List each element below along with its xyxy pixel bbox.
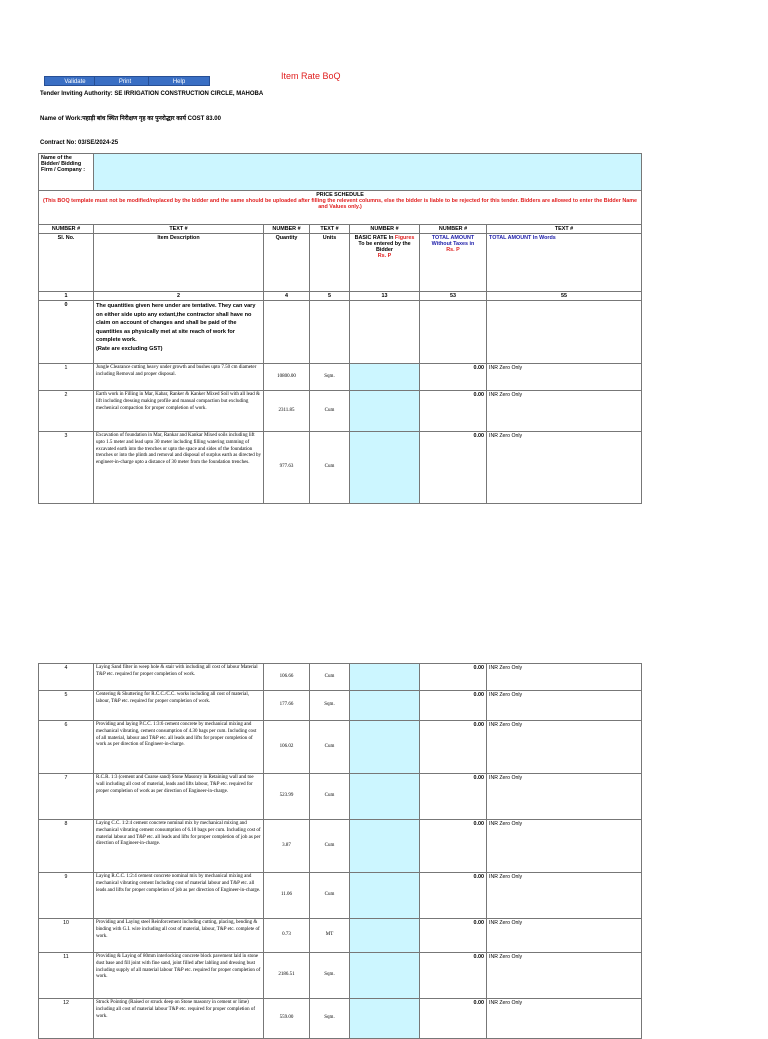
colnum: 4 <box>264 292 310 301</box>
rate-figures-label: Figures <box>394 235 415 241</box>
row-words: INR Zero Only <box>487 820 642 873</box>
row-amount: 0.00 <box>420 873 487 919</box>
table-row <box>39 432 642 504</box>
table-row <box>39 691 642 721</box>
type-text: TEXT # <box>94 225 264 234</box>
empty-cell <box>420 301 487 364</box>
row-words: INR Zero Only <box>487 999 642 1039</box>
row-amount: 0.00 <box>420 721 487 774</box>
row-description: Providing and laying P.C.C. 1:3:6 cement concrete by mechanical mixing and mechanical vibrating, cement consumption of 4.30 bags per cum. Including cost of all material, labour and T&P etc. all leads and lifts for proper completion of work as per direction of Engineer-in-charge. <box>94 721 264 774</box>
type-text: TEXT # <box>487 225 642 234</box>
table-row <box>39 774 642 820</box>
boq-table-page2 <box>38 663 642 1039</box>
row-quantity: 3.87 <box>264 820 310 873</box>
rate-input[interactable] <box>350 391 420 432</box>
empty-cell <box>310 301 350 364</box>
bidder-name-input[interactable] <box>94 154 642 191</box>
rate-input[interactable] <box>350 919 420 953</box>
header-sl: Sl. No. <box>39 234 94 292</box>
empty-cell <box>487 301 642 364</box>
header-rate <box>350 234 420 292</box>
row-description: R.C.R. 1:3 (cement and Coarse sand) Stone Masonry in Retaining wall and toe wall including all cost of material, leads and lifts labour, T&P etc. required for proper completion of work as per direction of Engineer-in-charge. <box>94 774 264 820</box>
row-amount: 0.00 <box>420 953 487 999</box>
validate-button[interactable]: Validate <box>44 76 106 86</box>
row-amount: 0.00 <box>420 391 487 432</box>
total-rs-label: Rs. P <box>446 247 460 253</box>
rate-input[interactable] <box>350 774 420 820</box>
row-description: Providing and Laying steel Reinforcement including cutting, placing, bending & binding with G.I. wire including all cost of material, labour, T&P etc. complete of work. <box>94 919 264 953</box>
row-quantity: 10800.00 <box>264 364 310 391</box>
row-words: INR Zero Only <box>487 391 642 432</box>
row-sl: 6 <box>39 721 94 774</box>
header-units: Units <box>310 234 350 292</box>
rate-input[interactable] <box>350 432 420 504</box>
table-row <box>39 999 642 1039</box>
row-amount: 0.00 <box>420 432 487 504</box>
empty-cell <box>350 301 420 364</box>
row-sl: 4 <box>39 664 94 691</box>
colnum: 13 <box>350 292 420 301</box>
row-words: INR Zero Only <box>487 364 642 391</box>
table-row <box>39 953 642 999</box>
header-words: TOTAL AMOUNT In Words <box>487 234 642 292</box>
rate-input[interactable] <box>350 691 420 721</box>
row-sl: 3 <box>39 432 94 504</box>
rate-label: BASIC RATE In <box>354 235 394 241</box>
work-name: Name of Work:पहाड़ी बांध स्थित निरीक्षण गृह का पुनरोद्धार कार्य COST 83.00 <box>40 116 221 122</box>
row-sl: 5 <box>39 691 94 721</box>
row-description: Providing & Laying of 80mm interlocking concrete block pavement laid in stone dust base and fill joint with fine sand, joint filled after labling and dressing bust including supply of all material labour T&P etc. required for proper completion of work. <box>94 953 264 999</box>
page-title: Item Rate BoQ <box>281 71 341 81</box>
intro-statement: The quantities given here under are tentative. They can vary on either side upto any extant,the contractor shall have no claim on account of changes and shall be paid of the quantities as physically met at site reach of work for complete work. <box>96 303 256 344</box>
contract-no: Contract No: 03/SE/2024-25 <box>40 140 119 146</box>
row-description: Struck Pointing (Raised or struck deep on Stone masonry in cement or lime) including all cost of material labour T&P etc. required for proper completion of work. <box>94 999 264 1039</box>
colnum: 53 <box>420 292 487 301</box>
total-label: TOTAL AMOUNT Without Taxes in <box>431 235 475 247</box>
row-words: INR Zero Only <box>487 953 642 999</box>
table-row <box>39 721 642 774</box>
row-description: Earth work in Filling in Mar, Kabar, Ranker & Kanker Mixed Soil with all lead & lift including dressing making profile and manual compaction but excluding mechenical compaction for proper completion of work. <box>94 391 264 432</box>
row-sl: 2 <box>39 391 94 432</box>
row-words: INR Zero Only <box>487 432 642 504</box>
row-unit: Cum <box>310 432 350 504</box>
table-row <box>39 919 642 953</box>
table-row <box>39 820 642 873</box>
row-words: INR Zero Only <box>487 691 642 721</box>
row-description: Laying R.C.C. 1:2:4 cement concrete nominal mix by mechanical mixing and mechanical vibrating cement Including cost of material labour and T&P etc. all leads and lifts for proper completion of job as per direction of Engineer-in-charge. <box>94 873 264 919</box>
row-description: Laying Sand filter in weep hole & stair with including all cost of labour Material T&P etc. required for proper completion of work. <box>94 664 264 691</box>
rate-input[interactable] <box>350 664 420 691</box>
row-unit: Cum <box>310 391 350 432</box>
row-amount: 0.00 <box>420 999 487 1039</box>
intro-sl: 0 <box>39 301 94 364</box>
boq-table-page1 <box>38 153 642 504</box>
intro-text <box>94 301 264 364</box>
price-schedule-note: (This BOQ template must not be modified/replaced by the bidder and the same should be uploaded after filling the relevent columns, else the bidder is liable to be rejected for this tender. Bidders are allowed to enter the Bidder Name and Values only.) <box>43 198 638 210</box>
row-quantity: 177.66 <box>264 691 310 721</box>
header-quantity: Quantity <box>264 234 310 292</box>
row-sl: 10 <box>39 919 94 953</box>
type-number: NUMBER # <box>420 225 487 234</box>
row-quantity: 2186.51 <box>264 953 310 999</box>
colnum: 1 <box>39 292 94 301</box>
row-unit: Cum <box>310 873 350 919</box>
price-schedule-heading: PRICE SCHEDULE <box>316 192 364 198</box>
header-total <box>420 234 487 292</box>
table-row <box>39 664 642 691</box>
row-quantity: 0.73 <box>264 919 310 953</box>
rate-rest-label: To be entered by the Bidder <box>358 241 411 253</box>
empty-cell <box>264 301 310 364</box>
row-sl: 12 <box>39 999 94 1039</box>
type-number: NUMBER # <box>264 225 310 234</box>
row-amount: 0.00 <box>420 820 487 873</box>
table-row <box>39 391 642 432</box>
price-schedule <box>39 191 642 225</box>
row-description: Laying C.C. 1:2:4 cement concrete nominal mix by mechanical mixing and mechanical vibrating cement consumption of 6.10 bags per cum. Including cost of material labour and T&P etc. all leads and lifts for proper completion of job as per direction of Engineer-in-charge. <box>94 820 264 873</box>
row-sl: 1 <box>39 364 94 391</box>
row-words: INR Zero Only <box>487 873 642 919</box>
header-description: Item Description <box>94 234 264 292</box>
row-description: Centering & Shuttering for R.C.C./C.C. works including all cost of material, labour, T&P etc. required for proper completion of work. <box>94 691 264 721</box>
row-sl: 11 <box>39 953 94 999</box>
table-row <box>39 364 642 391</box>
rate-input[interactable] <box>350 999 420 1039</box>
table-row <box>39 873 642 919</box>
colnum: 5 <box>310 292 350 301</box>
row-amount: 0.00 <box>420 364 487 391</box>
tender-authority: Tender Inviting Authority: SE IRRIGATION CONSTRUCTION CIRCLE, MAHOBA <box>40 91 264 97</box>
row-unit: Sqm. <box>310 364 350 391</box>
colnum: 55 <box>487 292 642 301</box>
type-number: NUMBER # <box>350 225 420 234</box>
bidder-name-label: Name of the Bidder/ Bidding Firm / Company : <box>39 154 94 191</box>
help-button[interactable]: Help <box>148 76 210 86</box>
row-quantity: 977.63 <box>264 432 310 504</box>
intro-gst-note: (Rate are excluding GST) <box>96 345 163 352</box>
rate-input[interactable] <box>350 364 420 391</box>
row-unit: Cum <box>310 820 350 873</box>
row-amount: 0.00 <box>420 774 487 820</box>
row-unit: Cum <box>310 774 350 820</box>
row-sl: 9 <box>39 873 94 919</box>
print-button[interactable]: Print <box>94 76 156 86</box>
row-unit: Sqm. <box>310 691 350 721</box>
row-quantity: 106.02 <box>264 721 310 774</box>
row-amount: 0.00 <box>420 664 487 691</box>
row-unit: Sqm. <box>310 999 350 1039</box>
colnum: 2 <box>94 292 264 301</box>
row-quantity: 11.06 <box>264 873 310 919</box>
row-unit: Cum <box>310 664 350 691</box>
rate-input[interactable] <box>350 873 420 919</box>
row-description: Jungle Clearance cutting heavy under growth and bushes upto 7.50 cm diameter including Removal and proper disposal. <box>94 364 264 391</box>
row-unit: MT <box>310 919 350 953</box>
row-words: INR Zero Only <box>487 919 642 953</box>
row-quantity: 2311.85 <box>264 391 310 432</box>
type-number: NUMBER # <box>39 225 94 234</box>
rate-input[interactable] <box>350 721 420 774</box>
row-quantity: 559.00 <box>264 999 310 1039</box>
row-amount: 0.00 <box>420 919 487 953</box>
row-amount: 0.00 <box>420 691 487 721</box>
row-words: INR Zero Only <box>487 721 642 774</box>
row-words: INR Zero Only <box>487 774 642 820</box>
row-words: INR Zero Only <box>487 664 642 691</box>
type-text: TEXT # <box>310 225 350 234</box>
row-sl: 8 <box>39 820 94 873</box>
row-sl: 7 <box>39 774 94 820</box>
rate-input[interactable] <box>350 953 420 999</box>
row-quantity: 106.66 <box>264 664 310 691</box>
rate-input[interactable] <box>350 820 420 873</box>
row-unit: Cum <box>310 721 350 774</box>
row-description: Excavation of foundation in Mar, Rankar and Kankar Mixed soils including lift upto 1.5 meter and lead upto 30 meter including filling watering ramming of excavated earth into the trenches or upto the space and sides of the foundation trenches or into the plinth and removal and disposal of surplus earth as directed by engineer-in-charge upto a distance of 30 meter from the foundation trenches. <box>94 432 264 504</box>
row-quantity: 523.99 <box>264 774 310 820</box>
row-unit: Sqm. <box>310 953 350 999</box>
rate-rs-label: Rs. P <box>377 253 392 259</box>
